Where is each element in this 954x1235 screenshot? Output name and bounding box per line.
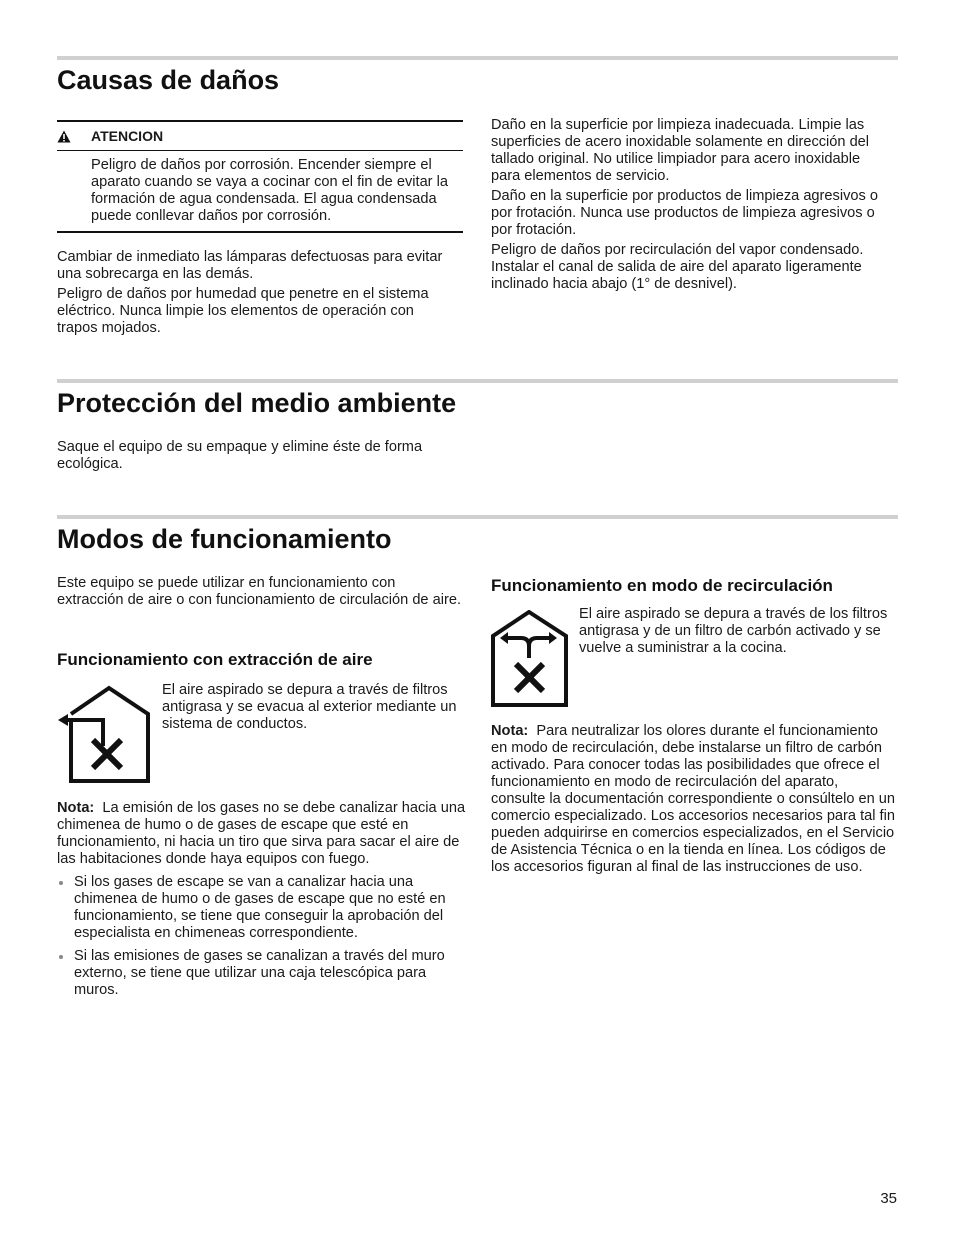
- paragraph: El aire aspirado se depura a través de filtros antigrasa y se evacua al exterior mediante un sistema de conductos.: [162, 682, 457, 732]
- paragraph: El aire aspirado se depura a través de los filtros antigrasa y de un filtro de carbón activado y se vuelve a suministrar a la cocina.: [579, 606, 888, 656]
- heading-modos-de-funcionamiento: Modos de funcionamiento: [57, 524, 392, 554]
- list-item: Si los gases de escape se van a canalizar hacia una chimenea de humo o de gases de escape que no esté en funcionamiento, se tiene que conseguir la aprobación del especialista en chimeneas correspondiente.: [57, 874, 467, 942]
- extraccion-nota: [57, 800, 467, 1005]
- recirculation-mode-icon: [491, 610, 569, 708]
- nota-paragraph: [491, 723, 896, 876]
- exhaust-mode-icon: [57, 684, 151, 784]
- recirculacion-nota: [491, 723, 896, 879]
- nota-label: Nota:: [491, 723, 529, 739]
- heading-proteccion-medio-ambiente: Protección del medio ambiente: [57, 388, 457, 418]
- nota-text: La emisión de los gases no se debe canalizar hacia una chimenea de humo o de gases de escape que esté en funcionamiento, ni hacia un tiro que sirva para sacar el aire de las habitaciones donde haya equipos con fuego.: [57, 800, 466, 867]
- causas-left-column: [57, 249, 457, 340]
- bullet-list: [57, 874, 467, 999]
- modos-intro: [57, 575, 462, 612]
- proteccion-text: [57, 439, 467, 476]
- list-item: Si las emisiones de gases se canalizan a través del muro externo, se tiene que utilizar una caja telescópica para muros.: [57, 948, 467, 999]
- paragraph: Este equipo se puede utilizar en funcionamiento con extracción de aire o con funcionamiento de circulación de aire.: [57, 575, 461, 608]
- nota-label: Nota:: [57, 800, 95, 816]
- paragraph: Daño en la superficie por limpieza inadecuada. Limpie las superficies de acero inoxidable solamente en dirección del tallado original. No utilice limpiador para acero inoxidable para elementos de servicio.: [491, 117, 870, 184]
- causas-right-column: [491, 117, 891, 296]
- section-rule-causas: [57, 56, 898, 60]
- warning-box: [57, 120, 463, 233]
- recirculacion-icon-text: [579, 606, 889, 660]
- paragraph: Peligro de daños por recirculación del vapor condensado. Instalar el canal de salida de aire del aparato ligeramente inclinado hacia abajo (1° de desnivel).: [491, 242, 864, 292]
- paragraph: Saque el equipo de su empaque y elimine éste de forma ecológica.: [57, 439, 423, 472]
- warning-text: Peligro de daños por corrosión. Encender siempre el aparato cuando se vaya a cocinar con el fin de evitar la formación de agua condensada. El agua condensada puede conllevar daños por corrosión.: [91, 157, 448, 224]
- heading-modo-recirculacion: Funcionamiento en modo de recirculación: [491, 576, 833, 595]
- nota-text: Para neutralizar los olores durante el funcionamiento en modo de recirculación, debe instalarse un filtro de carbón activado. Para conocer todas las posibilidades que ofrece el funcionamiento en modo de recirculación del aparato, consulte la documentación correspondiente o consúltelo en un comercio especializado. Los accesorios necesarios para tal fin pueden adquirirse en comercios especializados, en el Servicio de Asistencia Técnica o en la tienda en línea. Los códigos de los accesorios figuran al final de las instrucciones de uso.: [491, 723, 896, 875]
- nota-paragraph: [57, 800, 467, 868]
- paragraph: Cambiar de inmediato las lámparas defectuosas para evitar una sobrecarga en las demás.: [57, 249, 443, 282]
- extraccion-icon-text: [162, 682, 457, 736]
- section-rule-modos: [57, 515, 898, 519]
- heading-extraccion-de-aire: Funcionamiento con extracción de aire: [57, 650, 373, 669]
- page-number: 35: [880, 1190, 897, 1207]
- paragraph: Daño en la superficie por productos de limpieza agresivos o por frotación. Nunca use productos de limpieza agresivos o por frotación.: [491, 188, 878, 238]
- heading-causas-de-danos: Causas de daños: [57, 65, 280, 95]
- paragraph: Peligro de daños por humedad que penetre en el sistema eléctrico. Nunca limpie los elementos de operación con trapos mojados.: [57, 286, 429, 336]
- warning-header: [57, 122, 463, 151]
- warning-triangle-icon: [57, 130, 91, 143]
- warning-label: ATENCION: [91, 127, 164, 144]
- section-rule-proteccion: [57, 379, 898, 383]
